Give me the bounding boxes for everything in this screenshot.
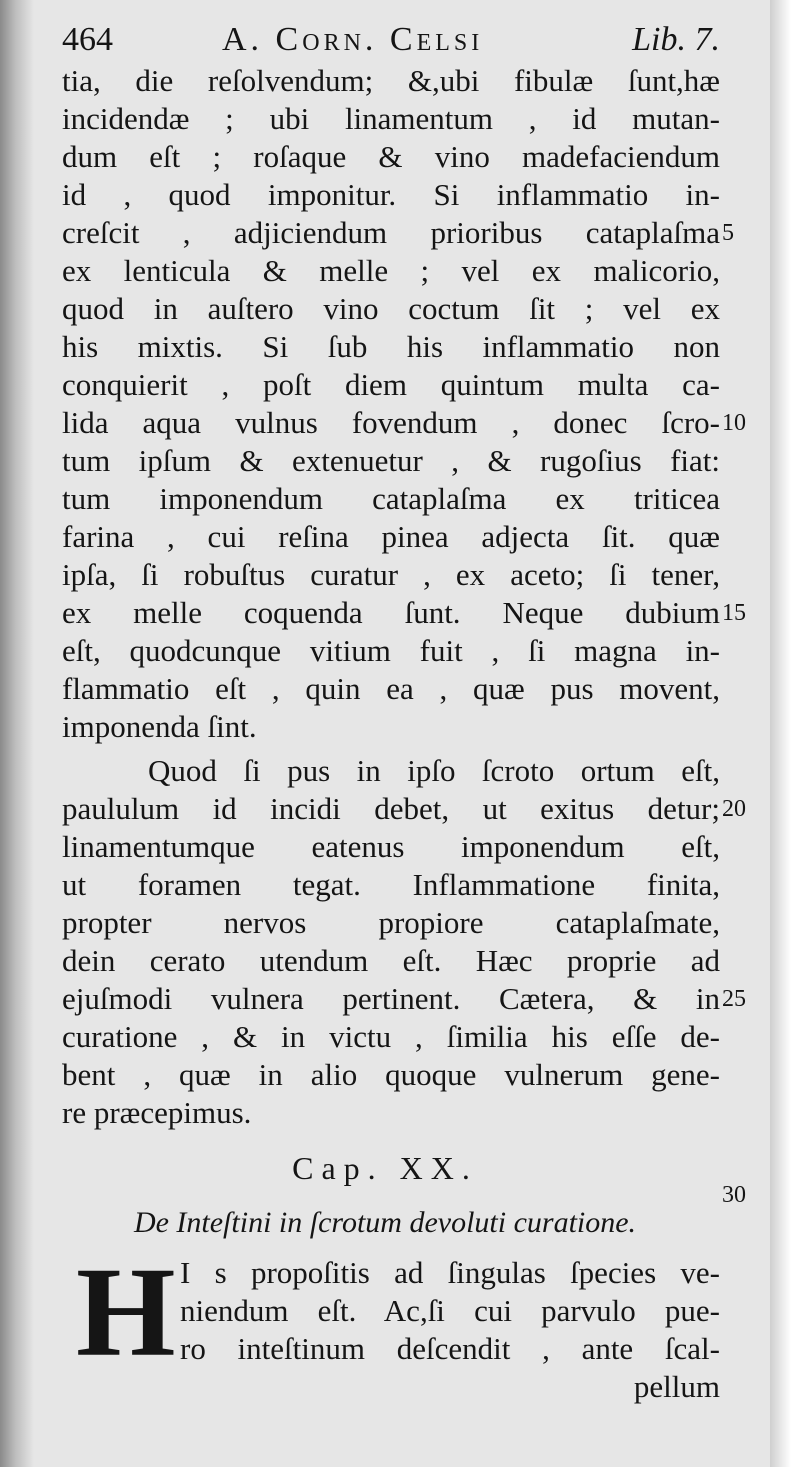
book-indicator: Lib. 7.: [632, 21, 720, 58]
text-line: ro inteſtinum deſcendit , ante ſcal-: [180, 1331, 720, 1366]
text-line: id , quod imponitur. Si inflammatio in-: [62, 177, 720, 212]
text-line: incidendæ ; ubi linamentum , id mutan-: [62, 101, 720, 136]
page-edge: [770, 0, 800, 1467]
line-number-margin: 5: [722, 220, 734, 246]
text-line: bent , quæ in alio quoque vulnerum gene-: [62, 1057, 720, 1092]
text-line: ex melle coquenda ſunt. Neque dubium: [62, 595, 720, 630]
text-line: flammatio eſt , quin ea , quæ pus movent,: [62, 671, 720, 706]
text-line: farina , cui reſina pinea adjecta ſit. quæ: [62, 519, 720, 554]
running-header: [62, 20, 720, 60]
text-line: ipſa, ſi robuſtus curatur , ex aceto; ſi tener,: [62, 557, 720, 592]
chapter-heading: Cap. XX.: [292, 1150, 478, 1186]
line-number-margin: 20: [722, 796, 746, 822]
text-line: imponenda ſint.: [62, 709, 257, 744]
text-line: curatione , & in victu , ſimilia his eſſe de-: [62, 1019, 720, 1054]
line-number-margin: 10: [722, 410, 746, 436]
text-line: paululum id incidi debet, ut exitus detur;: [62, 791, 720, 826]
text-line: ex lenticula & melle ; vel ex malicorio,: [62, 253, 720, 288]
text-line: linamentumque eatenus imponendum eſt,: [62, 829, 720, 864]
drop-cap: H: [76, 1241, 176, 1383]
text-line: re præcepimus.: [62, 1095, 252, 1130]
chapter-subtitle: De Inteſtini in ſcrotum devoluti curatione.: [133, 1206, 637, 1239]
text-line: creſcit , adjiciendum prioribus cataplaſma: [62, 215, 720, 250]
paragraph-start-line: Quod ſi pus in ipſo ſcroto ortum eſt,: [148, 753, 720, 788]
text-line: conquierit , poſt diem quintum multa ca-: [62, 367, 720, 402]
text-line: ut foramen tegat. Inflammatione finita,: [62, 867, 720, 902]
line-number-margin: 30: [722, 1182, 746, 1208]
text-line: niendum eſt. Ac,ſi cui parvulo pue-: [180, 1293, 720, 1328]
text-line: dum eſt ; roſaque & vino madefaciendum: [62, 139, 720, 174]
text-line: lida aqua vulnus fovendum , donec ſcro-: [62, 405, 720, 440]
page-number: 464: [62, 21, 113, 58]
catchword: pellum: [633, 1369, 720, 1404]
text-line: tia, die reſolvendum; &,ubi fibulæ ſunt,hæ: [62, 63, 720, 98]
text-line: his mixtis. Si ſub his inflammatio non: [62, 329, 720, 364]
text-line: tum imponendum cataplaſma ex triticea: [62, 481, 720, 516]
line-number-margin: 25: [722, 986, 746, 1012]
text-line: eſt, quodcunque vitium fuit , ſi magna in-: [62, 633, 720, 668]
line-number-margin: 15: [722, 600, 746, 626]
page-gutter-shadow: [0, 0, 34, 1467]
text-line: dein cerato utendum eſt. Hæc proprie ad: [62, 943, 720, 978]
text-line: tum ipſum & extenuetur , & rugoſius fiat:: [62, 443, 720, 478]
text-line: ejuſmodi vulnera pertinent. Cætera, & in: [62, 981, 720, 1016]
text-line: I s propoſitis ad ſingulas ſpecies ve-: [180, 1255, 720, 1290]
text-line: quod in auſtero vino coctum ſit ; vel ex: [62, 291, 720, 326]
running-title: A. Corn. Celsi: [222, 21, 484, 58]
text-line: propter nervos propiore cataplaſmate,: [62, 905, 720, 940]
